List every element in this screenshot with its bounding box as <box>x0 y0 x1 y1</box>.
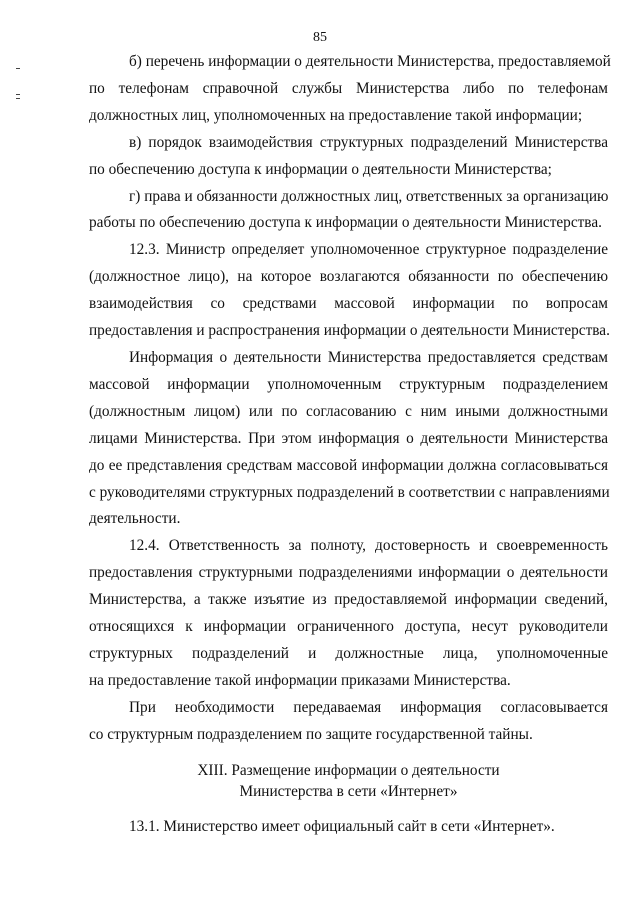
text-line: на предоставление такой информации приказами Министерства. <box>89 671 511 689</box>
text-line: должностных лиц, уполномоченных на предоставление такой информации; <box>89 106 583 124</box>
text-line: При необходимости передаваемая информация согласовывается <box>129 698 608 716</box>
text-line: предоставления структурными подразделениями информации о деятельности <box>89 564 608 582</box>
text-line: г) права и обязанности должностных лиц, ответственных за организацию <box>129 187 609 205</box>
text-line: с руководителями структурных подразделений в соответствии с направлениями <box>89 483 610 501</box>
body-text <box>89 49 611 749</box>
text-line: лицами Министерства. При этом информация о деятельности Министерства <box>89 429 608 447</box>
paragraph <box>89 49 611 130</box>
text-line: относящихся к информации ограниченного доступа, несут руководители <box>89 618 608 636</box>
section-heading-line-1: XIII. Размещение информации о деятельности <box>197 762 500 779</box>
text-line: массовой информации уполномоченным структурным подразделением <box>89 375 608 393</box>
text-line: Информация о деятельности Министерства предоставляется средствам <box>129 348 608 366</box>
text-line: 12.4. Ответственность за полноту, достоверность и своевременность <box>129 537 608 555</box>
margin-mark <box>16 98 20 99</box>
text-line: 12.3. Министр определяет уполномоченное структурное подразделение <box>129 241 608 259</box>
paragraph <box>89 237 608 345</box>
page-number: 85 <box>313 30 327 45</box>
text-line: по телефонам справочной службы Министерства либо по телефонам <box>89 79 608 97</box>
text-line: б) перечень информации о деятельности Министерства, предоставляемой <box>129 53 611 70</box>
text-line: предоставления и распространения информации о деятельности Министерства. <box>89 322 610 340</box>
section-heading-line-2: Министерства в сети «Интернет» <box>239 783 458 800</box>
text-line: по обеспечению доступа к информации о деятельности Министерства; <box>89 160 552 178</box>
text-line: со структурным подразделением по защите государственной тайны. <box>89 725 533 743</box>
text-line: (должностным лицом) или по согласованию с ним иными должностными <box>89 402 608 420</box>
text-line: деятельности. <box>89 510 181 528</box>
paragraph <box>89 130 608 184</box>
paragraph-13-1: 13.1. Министерство имеет официальный сайт в сети «Интернет». <box>129 818 555 835</box>
margin-mark <box>16 94 20 95</box>
text-line: структурных подразделений и должностные лица, уполномоченные <box>89 644 608 662</box>
text-line: работы по обеспечению доступа к информации о деятельности Министерства. <box>89 214 602 232</box>
paragraph <box>89 695 608 749</box>
text-line: Министерства, а также изъятие из предоставляемой информации сведений, <box>89 591 608 609</box>
paragraph <box>89 533 608 694</box>
paragraph <box>89 184 608 238</box>
text-line: взаимодействия со средствами массовой информации по вопросам <box>89 295 608 313</box>
text-line: до ее представления средствам массовой информации должна согласовываться <box>89 456 608 474</box>
section-heading <box>89 760 608 802</box>
text-line: (должностное лицо), на которое возлагаются обязанности по обеспечению <box>89 268 608 286</box>
text-line: в) порядок взаимодействия структурных подразделений Министерства <box>129 133 608 151</box>
margin-mark <box>16 68 20 69</box>
paragraph <box>89 345 608 533</box>
